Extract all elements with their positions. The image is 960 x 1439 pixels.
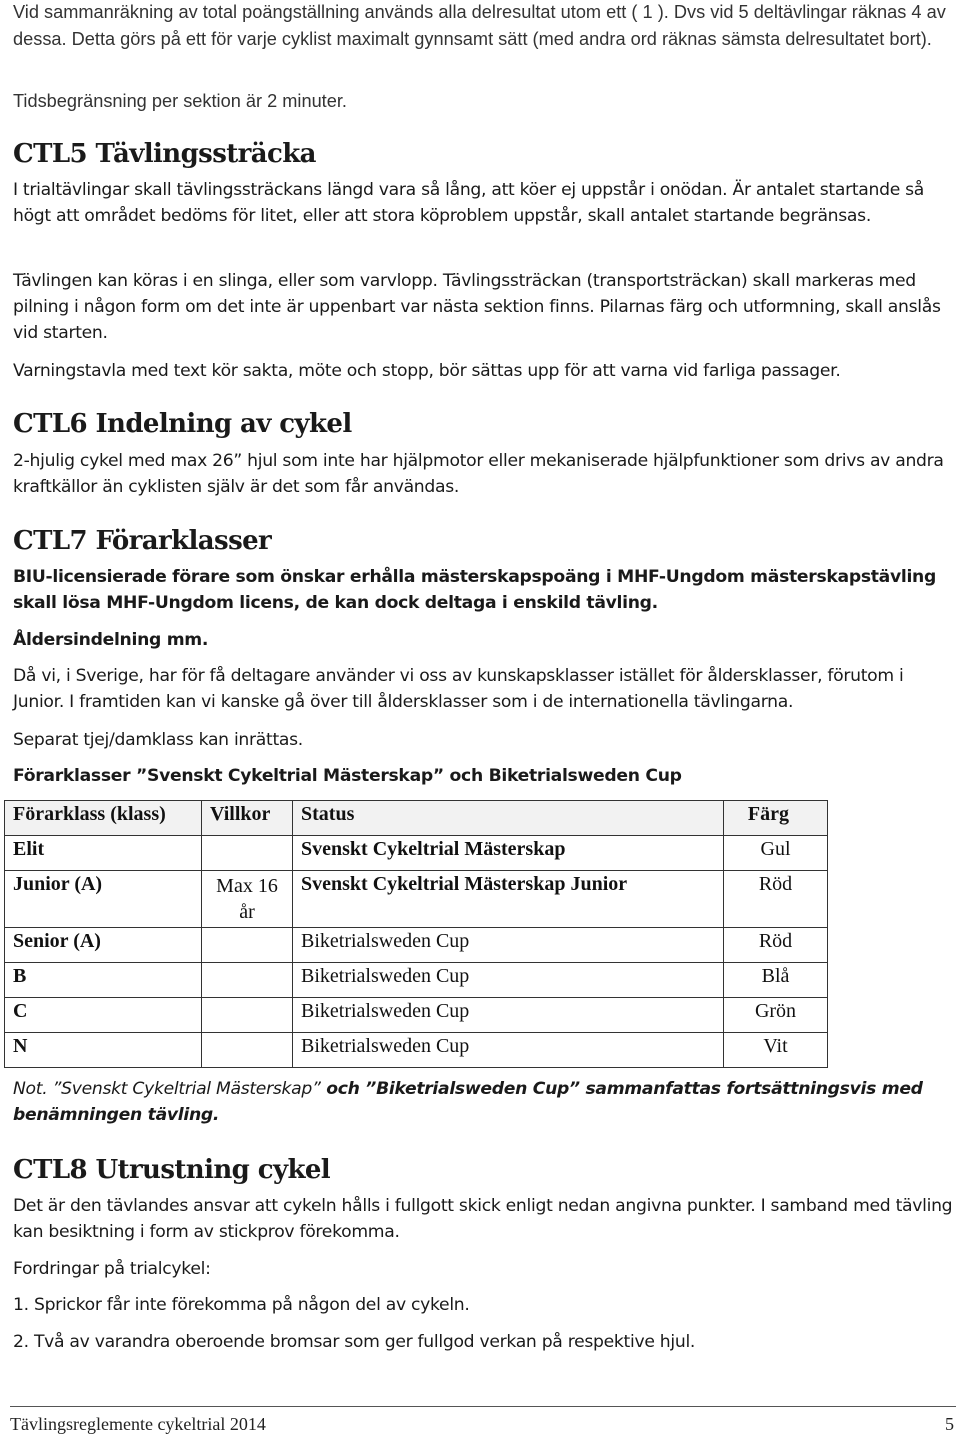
heading-ctl8: CTL8 Utrustning cykel [13,1155,331,1185]
heading-ctl5: CTL5 Tävlingssträcka [13,139,316,169]
header-klass: Förarklass (klass) [5,801,202,836]
cell-villkor: Max 16 år [202,871,293,928]
table-row [5,928,828,963]
cell-klass: Junior (A) [5,871,202,928]
cell-status: Svenskt Cykeltrial Mästerskap Junior [293,871,724,928]
ctl8-paragraph-1: Det är den tävlandes ansvar att cykeln hålls i fullgott skick enligt nedan angivna punkter. I samband med tävling kan besiktning i form av stickprov förekomma. [13,1196,953,1242]
cell-farg: Grön [724,998,828,1033]
cell-klass: B [5,963,202,998]
cell-klass: Elit [5,836,202,871]
ctl5-paragraph-1: I trialtävlingar skall tävlingssträckans längd vara så lång, att köer ej uppstår i onödan. Är antalet startande så högt att området bedöms för litet, eller att stora köproblem uppstår, skall antalet startande begränsas. [13,180,925,226]
table-row [5,1033,828,1068]
cell-klass: C [5,998,202,1033]
note-and: och [320,1079,366,1099]
header-farg: Färg [724,801,828,836]
cell-farg: Vit [724,1033,828,1068]
note-rest: sammanfattas fortsättningsvis med benämningen tävling. [13,1079,923,1125]
cell-klass: N [5,1033,202,1068]
table-note [13,1076,953,1128]
cell-status: Biketrialsweden Cup [293,928,724,963]
intro-paragraph-1: Vid sammanräkning av total poängställning används alla delresultat utom ett ( 1 ). Dvs vid 5 deltävlingar räknas 4 av dessa. Detta görs på ett för varje cyklist maximalt gynnsamt sätt (med andra ord räknas sämsta delresultatet bort). [13,2,946,49]
intro-paragraph-2: Tidsbegränsning per sektion är 2 minuter. [13,91,347,111]
cell-status: Biketrialsweden Cup [293,998,724,1033]
table-header-row [5,801,828,836]
note-quote-1: ”Svenskt Cykeltrial Mästerskap” [52,1079,321,1099]
table-row [5,836,828,871]
cell-klass: Senior (A) [5,928,202,963]
note-prefix: Not. [13,1079,53,1099]
cell-farg: Röd [724,928,828,963]
table-row [5,998,828,1033]
ctl5-paragraph-2: Tävlingen kan köras i en slinga, eller som varvlopp. Tävlingssträckan (transportsträckan) skall markeras med pilning i någon form om det inte är uppenbart var nästa sektion finns. Pilarnas färg och utformning, skall anslås vid starten. [13,271,941,343]
cell-farg: Gul [724,836,828,871]
note-quote-2: ”Biketrialsweden Cup” [365,1079,580,1099]
header-status: Status [293,801,724,836]
ctl8-list-item-2: 2. Två av varandra oberoende bromsar som ger fullgod verkan på respektive hjul. [13,1332,696,1352]
cell-farg: Röd [724,871,828,928]
cell-status: Svenskt Cykeltrial Mästerskap [293,836,724,871]
page-number: 5 [945,1414,954,1434]
cell-villkor [202,928,293,963]
cell-villkor [202,1033,293,1068]
ctl5-paragraph-3: Varningstavla med text kör sakta, möte och stopp, bör sättas upp för att varna vid farliga passager. [13,361,841,381]
ctl7-paragraph-girls: Separat tjej/damklass kan inrättas. [13,730,303,750]
cell-status: Biketrialsweden Cup [293,1033,724,1068]
cell-villkor [202,836,293,871]
ctl8-list-item-1: 1. Sprickor får inte förekomma på någon del av cykeln. [13,1295,470,1315]
cell-status: Biketrialsweden Cup [293,963,724,998]
cell-villkor [202,963,293,998]
heading-ctl7: CTL7 Förarklasser [13,526,272,556]
driver-class-table [4,800,828,1068]
ctl7-license-paragraph: BIU-licensierade förare som önskar erhålla mästerskapspoäng i MHF-Ungdom mästerskapstävling skall lösa MHF-Ungdom licens, de kan dock deltaga i enskild tävling. [13,567,936,613]
ctl6-paragraph-1: 2-hjulig cykel med max 26” hjul som inte har hjälpmotor eller mekaniserade hjälpfunktioner som drivs av andra kraftkällor än cyklisten själv är det som får användas. [13,451,944,497]
table-row [5,871,828,928]
cell-farg: Blå [724,963,828,998]
cell-villkor [202,998,293,1033]
ctl8-paragraph-2: Fordringar på trialcykel: [13,1259,211,1279]
footer-title: Tävlingsreglemente cykeltrial 2014 [10,1414,266,1434]
footer-divider [10,1406,956,1407]
table-row [5,963,828,998]
ctl7-paragraph-classes: Då vi, i Sverige, har för få deltagare använder vi oss av kunskapsklasser istället för åldersklasser, förutom i Junior. I framtiden kan vi kanske gå över till åldersklasser som i de internationella tävlingarna. [13,666,904,712]
heading-ctl6: CTL6 Indelning av cykel [13,409,352,439]
ctl7-age-subheading: Åldersindelning mm. [13,630,209,650]
table-title: Förarklasser ”Svenskt Cykeltrial Mästerskap” och Biketrialsweden Cup [13,766,682,786]
header-villkor: Villkor [202,801,293,836]
